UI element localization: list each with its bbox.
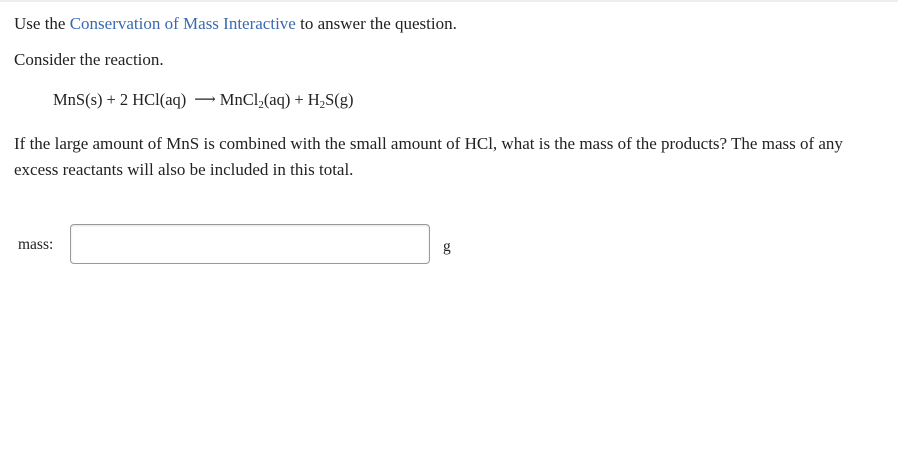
product-mncl2 bbox=[220, 90, 291, 109]
question-text bbox=[14, 131, 898, 183]
product-h2s-subscript: 2 bbox=[319, 99, 326, 111]
reactant-hcl: 2 HCl(aq) bbox=[119, 90, 187, 109]
reaction-arrow: ⟶ bbox=[194, 92, 216, 108]
answer-row bbox=[18, 224, 478, 266]
mass-label: mass: bbox=[18, 236, 54, 253]
plus-sign: + bbox=[294, 90, 304, 109]
product-mncl2-subscript: 2 bbox=[258, 99, 264, 111]
product-h2s-formula: H bbox=[307, 90, 320, 109]
reactant-mns: MnS(s) bbox=[53, 90, 103, 109]
intro-sentence bbox=[14, 14, 457, 34]
plus-sign: + bbox=[106, 90, 116, 109]
consider-text: Consider the reaction. bbox=[14, 50, 164, 69]
mass-unit: g bbox=[443, 238, 451, 255]
question-line-2: excess reactants will also be included in this total. bbox=[14, 160, 354, 179]
intro-suffix: to answer the question. bbox=[295, 14, 457, 33]
reaction-equation bbox=[53, 90, 354, 111]
product-mncl2-formula: MnCl bbox=[219, 90, 259, 109]
mass-input[interactable] bbox=[70, 224, 430, 264]
conservation-of-mass-link[interactable]: Conservation of Mass Interactive bbox=[69, 14, 296, 33]
product-mncl2-state: (aq) bbox=[263, 90, 291, 109]
intro-prefix: Use the bbox=[14, 14, 70, 33]
question-line-1: If the large amount of MnS is combined with the small amount of HCl, what is the mass of the products? The mass of any bbox=[14, 134, 843, 153]
product-h2s bbox=[308, 90, 354, 109]
product-h2s-rest: S(g) bbox=[325, 90, 354, 109]
top-divider bbox=[0, 0, 898, 2]
